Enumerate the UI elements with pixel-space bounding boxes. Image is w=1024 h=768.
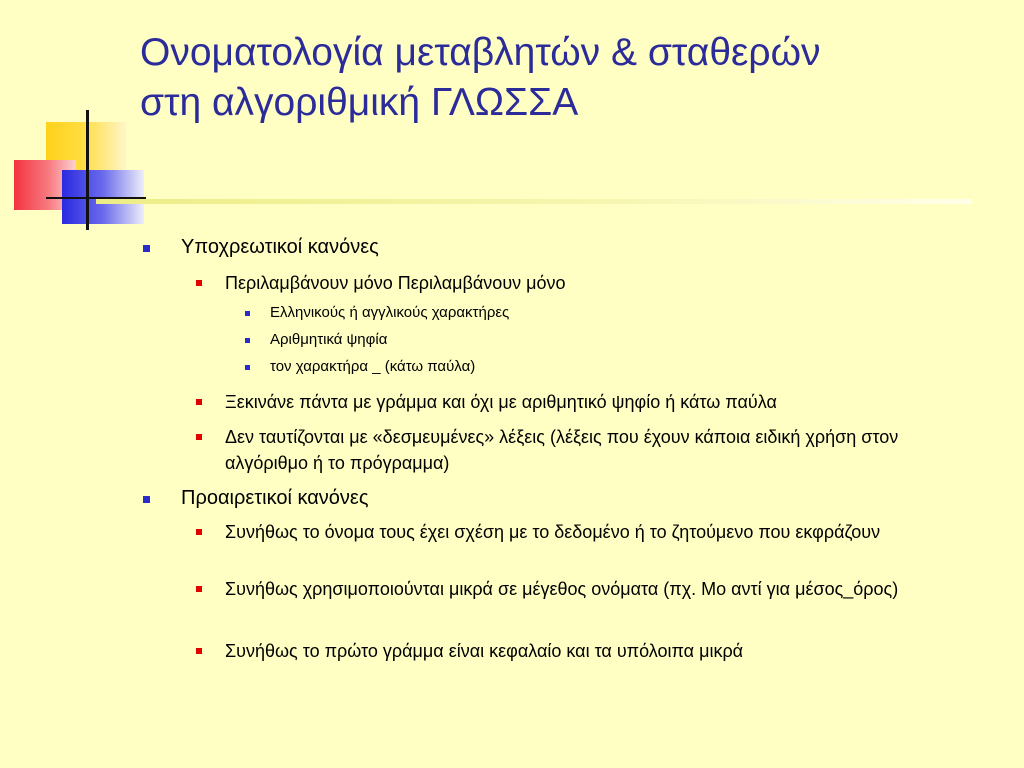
bullet-text: Ελληνικούς ή αγγλικούς χαρακτήρες <box>270 304 510 321</box>
red-square-bullet-icon <box>196 399 202 405</box>
red-square-bullet-icon <box>196 280 202 286</box>
bullet-optional-rules <box>181 485 368 511</box>
red-square-bullet-icon <box>196 648 202 654</box>
bullet-text: Συνήθως το όνομα τους έχει σχέση με το δεδομένο ή το ζητούμενο που εκφράζουν <box>225 522 881 542</box>
slide-title-line-1: Ονοματολογία μεταβλητών & σταθερών <box>140 31 821 74</box>
bullet-text: τον χαρακτήρα _ (κάτω παύλα) <box>270 358 476 375</box>
bullet-mandatory-item-3 <box>225 424 965 476</box>
bullet-text: Συνήθως το πρώτο γράμμα είναι κεφαλαίο και τα υπόλοιπα μικρά <box>225 641 744 661</box>
decorative-squares-logo <box>0 0 150 240</box>
bullet-optional-item-2 <box>225 576 965 602</box>
blue-square-bullet-icon <box>245 365 250 370</box>
bullet-optional-item-3 <box>225 638 965 664</box>
blue-square-bullet-icon <box>143 496 150 503</box>
blue-square-bullet-icon <box>245 338 250 343</box>
slide-title-line-2: στη αλγοριθμική ΓΛΩΣΣΑ <box>140 81 579 124</box>
bullet-subitem-1 <box>270 302 509 324</box>
bullet-subitem-2 <box>270 329 387 351</box>
bullet-optional-item-1 <box>225 519 965 545</box>
bullet-text: Αριθμητικά ψηφία <box>270 331 388 348</box>
bullet-text: Συνήθως χρησιμοποιούνται μικρά σε μέγεθος ονόματα (πχ. Μο αντί για μέσος_όρος) <box>225 579 899 599</box>
bullet-text: Ξεκινάνε πάντα με γράμμα και όχι με αριθμητικό ψηφίο ή κάτω παύλα <box>225 392 777 412</box>
red-square-bullet-icon <box>196 434 202 440</box>
blue-square-bullet-icon <box>143 245 150 252</box>
blue-square-bullet-icon <box>245 311 250 316</box>
bullet-mandatory-item-1 <box>225 270 965 296</box>
bullet-text: Περιλαμβάνουν μόνο Περιλαμβάνουν μόνο <box>225 273 566 293</box>
red-square-bullet-icon <box>196 529 202 535</box>
bullet-text: Δεν ταυτίζονται με «δεσμευμένες» λέξεις (λέξεις που έχουν κάποια ειδική χρήση στον αλγόριθμο ή το πρόγραμμα) <box>225 427 899 473</box>
bullet-text: Υποχρεωτικοί κανόνες <box>181 236 379 258</box>
bullet-subitem-3 <box>270 356 475 378</box>
bullet-mandatory-item-2 <box>225 389 965 415</box>
title-underline-rule <box>96 199 972 204</box>
vertical-line-decoration <box>86 110 89 230</box>
slide-title <box>140 28 980 128</box>
bullet-mandatory-rules <box>181 234 379 260</box>
red-square-bullet-icon <box>196 586 202 592</box>
bullet-text: Προαιρετικοί κανόνες <box>181 487 369 509</box>
